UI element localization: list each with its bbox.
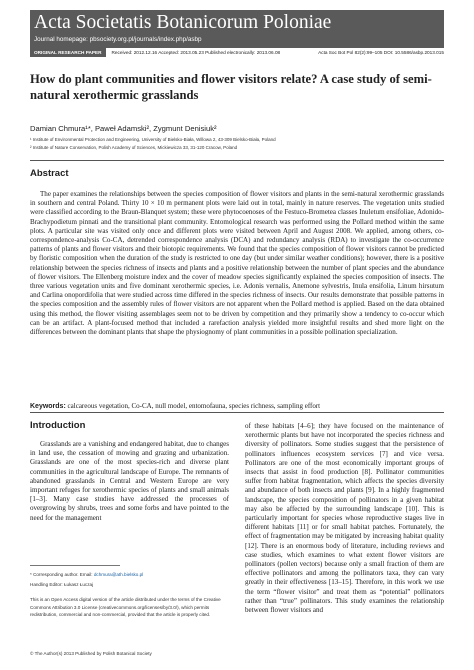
- open-access-note: This is an Open Access digital version of the article distributed under the terms of the Creative Commons Attribution 3.0 License (creativecommons.org/licenses/by/3.0/), which permits redistribution, commercial and non-commercial, provided that the article is properly cited.: [30, 597, 221, 618]
- corresponding-author-note: [30, 571, 235, 579]
- keywords-text: calcareous vegetation, Co-CA, null model, entomofauna, species richness, sampling effort: [67, 402, 321, 410]
- handling-editor-note: Handling Editor: Łukasz Łuczaj: [30, 582, 94, 587]
- introduction-left-column: Grasslands are a vanishing and endangered habitat, due to changes in land use, the cessation of mowing and grazing and urbanization. Grasslands are one of the most species-rich and diverse plant communities in the agricultural landscape of Europe. The remnants of abandoned grasslands in Central and Western Europe are very important refuges for xerothermic species of plants and small animals [1–3]. Many case studies have addressed the processes of overgrowing by shrubs, trees and some forbs and have pointed to the need for the management: [30, 440, 229, 522]
- copyright-note: © The Author(s) 2013 Published by Polish Botanical Society: [30, 651, 152, 656]
- abstract-text: The paper examines the relationships between the species composition of flower visitors and plants in the semi-natural xerothermic grasslands in southern and central Poland. Thirty 10 × 10 m permanent plots were laid out in total, mainly in nature reserves. The vegetation units studied were classified according to the Braun-Blanquet system; these were phytocoenoses of the Festuco-Brometea classes Inuletum ensifoliae, Adonido-Brachypodietum pinnati and the transitional plant community. Entomological research was performed using the Pollard method within the same plots. A particular site was visited only once and different plots were visited between April and August 2008. We applied, among others, co-correspondence-analysis Co-CA, detrended correspondence analysis (DCA) and redundancy analysis (RDA) to investigate the co-occurrence patterns of plants and flower visitors and their biotopic requirements. We found that the species composition of flower visitors cannot be predicted by floristic composition when the duration of the study is restricted to one day (but under similar weather conditions); however, there is a positive relationship between the species richness of insects and plants and a positive relationship between the number of plant species and the abundance of flower visitors. The Ellenberg moisture index and the cover of meadow species significantly explained the species composition of insects. The three various vegetation units and five dominant xerothermic species, i.e. Adonis vernalis, Anemone sylvestris, Inula ensifolia, Linum hirsutum and Carlina onopordifolia that were studied across time differed in the species richness of insects. Our results demonstrate that possible patterns in the species composition and the assembly rules of flower visitors are not apparent when the Pollard method is applied. Based on the data obtained using this method, the flower visiting assemblages seem not to be driven by competition and they primarily show a tendency to co-occur which can be an artifact. A plant-focused method that included a rarefaction analysis yielded more insightful results and shed more light on the differences between the dominant plants that shape the physiognomy of plant communities in a possible pollination specialization.: [30, 190, 444, 337]
- affiliation-1: ¹ Institute of Environmental Protection and Engineering, University of Bielsko-Biała, Willowa 2, 43-309 Bielsko-Biała, Poland: [30, 137, 276, 142]
- corresponding-email-link[interactable]: dchmura@ath.bielsko.pl: [93, 572, 144, 577]
- article-meta-row: [30, 48, 444, 57]
- publication-dates: Received: 2012.12.16 Accepted: 2013.05.23 Published electronically: 2013.06.08: [111, 50, 281, 55]
- author-list: Damian Chmura¹*, Paweł Adamski², Zygmunt Denisiuk²: [30, 124, 217, 133]
- corresponding-label: * Corresponding author. Email:: [30, 572, 93, 577]
- divider-bottom: [30, 412, 444, 413]
- divider-top: [30, 160, 444, 161]
- journal-homepage-link[interactable]: Journal homepage: pbsociety.org.pl/journals/index.php/asbp: [34, 36, 202, 43]
- affiliation-2: ² Institute of Nature Conservation, Polish Academy of Sciences, Mickiewicza 33, 31-120 Cracow, Poland: [30, 145, 238, 150]
- footnote-divider: [30, 565, 120, 566]
- article-title: How do plant communities and flower visitors relate? A case study of semi-natural xerothermic grasslands: [30, 72, 432, 102]
- citation-doi[interactable]: Acta Soc Bot Pol 82(2):99–105 DOI: 10.5586/asbp.2013.015: [318, 50, 444, 55]
- journal-name: Acta Societatis Botanicorum Poloniae: [34, 12, 332, 33]
- journal-header-band: [30, 10, 444, 48]
- introduction-heading: Introduction: [30, 420, 86, 431]
- article-type-badge: ORIGINAL RESEARCH PAPER: [30, 48, 106, 57]
- introduction-right-column: of these habitats [4–6]; they have focused on the maintenance of xerothermic plants but have not incorporated the species richness and diversity of pollinators. Some studies suggest that the persistence of pollinators influences ecosystem services [7] and vice versa. Pollinators are one of the most economically important groups of insects that assist in food production [8]. Pollinator communities suffer from habitat fragmentation, which affects the species diversity and abundance of both insects and plants [9]. In a highly fragmented landscape, the species composition of pollinators in a given habitat may also be affected by the surrounding landscape [10]. This is particularly important for species whose reproductive stages live in different habitats [11] or for small habitat patches. Fortunately, the effect of fragmentation may be mitigated by increasing habitat quality [12]. There is an enormous body of literature, including reviews and case studies, which examines to what extent flower visitors are pollinators (pollen vectors) because only a small fraction of them are effective pollinators and among the pollinators taxa, they can vary greatly in their effectiveness [13–15]. Therefore, in this work we use the term “flower visitor” and treat them as “potential” pollinators rather than “true” pollinators. This study examines the relationship between flower visitors and: [245, 422, 444, 615]
- keywords-line: [30, 402, 444, 411]
- keywords-label: Keywords:: [30, 403, 66, 410]
- abstract-heading: Abstract: [30, 168, 69, 179]
